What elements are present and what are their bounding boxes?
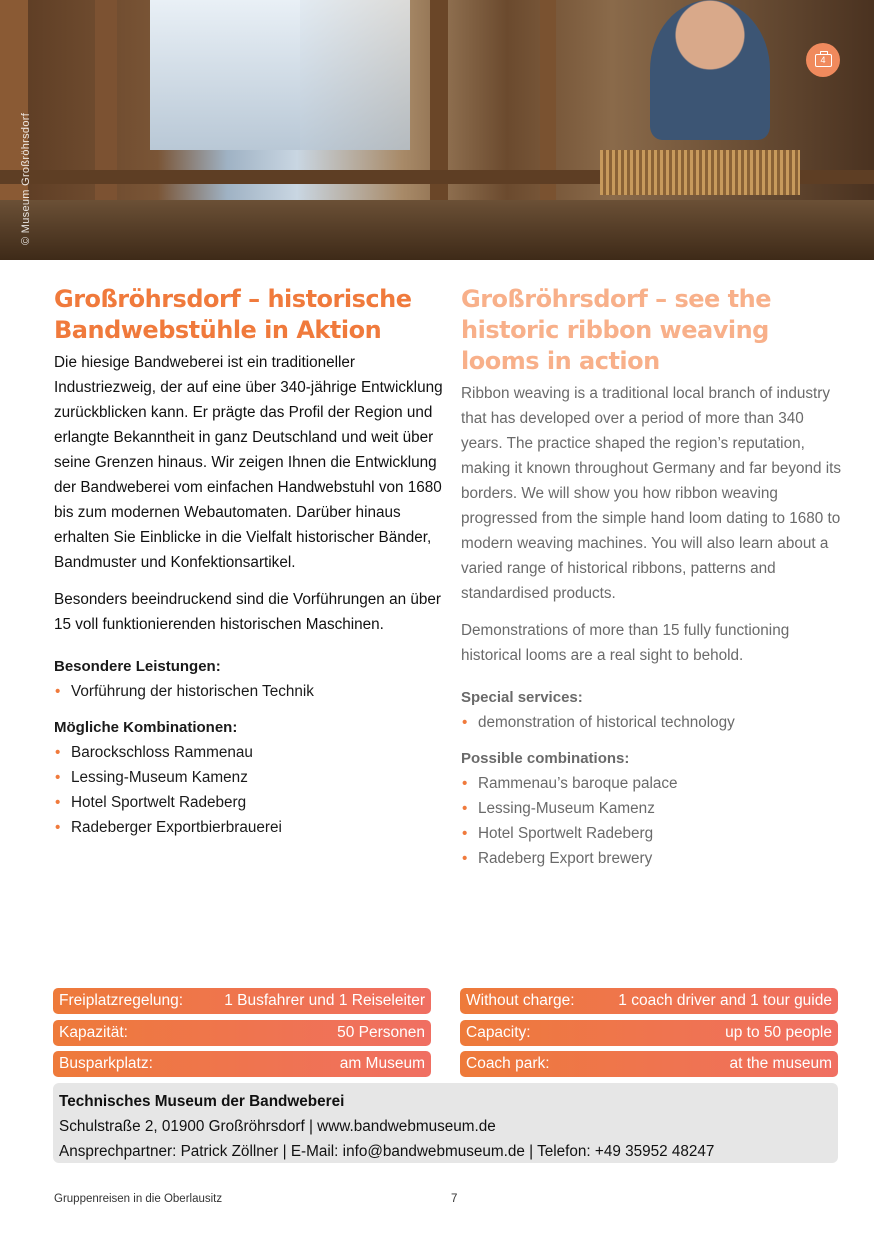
info-value: at the museum	[729, 1055, 832, 1072]
info-value: am Museum	[339, 1055, 425, 1072]
page-number: 7	[451, 1193, 458, 1205]
german-paragraph-2: Besonders beeindruckend sind die Vorführungen an über 15 voll funktionierenden historischen Maschinen.	[54, 591, 441, 633]
suitcase-icon	[815, 54, 832, 67]
hero-window	[300, 0, 410, 150]
list-item: • demonstration of historical technology	[461, 710, 846, 735]
list-item: • Lessing-Museum Kamenz	[54, 765, 444, 790]
list-item: • Rammenau’s baroque palace	[461, 771, 846, 796]
hero-window	[150, 0, 300, 150]
english-title: Großröhrsdorf – see the historic ribbon weaving looms in action	[461, 285, 772, 375]
german-combinations-list	[54, 740, 444, 840]
museum-name: Technisches Museum der Bandweberei	[59, 1093, 345, 1110]
hero-ribbon-loom	[600, 150, 800, 195]
english-combinations-list	[461, 771, 846, 871]
list-item: • Radeberger Exportbierbrauerei	[54, 815, 444, 840]
german-column	[54, 284, 444, 840]
german-title: Großröhrsdorf – historische Bandwebstühle in Aktion	[54, 285, 412, 344]
contact-person: Ansprechpartner: Patrick Zöllner | E-Mail: info@bandwebmuseum.de | Telefon: +49 35952 48247	[59, 1143, 715, 1160]
german-combinations-heading: Mögliche Kombinationen:	[54, 719, 238, 736]
info-bar-free-places	[53, 988, 431, 1014]
info-value: 50 Personen	[337, 1023, 425, 1041]
german-services-heading: Besondere Leistungen:	[54, 658, 221, 675]
info-label: Without charge:	[466, 992, 575, 1009]
german-info-bars	[53, 988, 431, 1083]
museum-address: Schulstraße 2, 01900 Großröhrsdorf | www.bandwebmuseum.de	[59, 1118, 496, 1135]
contact-box	[53, 1083, 838, 1163]
hero-photo	[0, 0, 874, 260]
badge-number: 4	[820, 54, 826, 65]
info-label: Freiplatzregelung:	[59, 992, 184, 1009]
info-bar-bus-parking	[53, 1051, 431, 1077]
list-item: • Vorführung der historischen Technik	[54, 679, 444, 704]
info-bar-without-charge	[460, 988, 838, 1014]
english-column	[461, 284, 846, 871]
info-label: Busparkplatz:	[59, 1055, 153, 1072]
info-value: 1 coach driver and 1 tour guide	[618, 992, 832, 1009]
english-combinations-heading: Possible combinations:	[461, 750, 630, 767]
category-badge	[806, 43, 840, 77]
info-label: Coach park:	[466, 1055, 550, 1072]
info-value: up to 50 people	[725, 1023, 832, 1041]
info-label: Kapazität:	[59, 1023, 128, 1041]
german-services-list	[54, 679, 444, 704]
hero-floor	[0, 200, 874, 260]
list-item: • Lessing-Museum Kamenz	[461, 796, 846, 821]
list-item: • Hotel Sportwelt Radeberg	[461, 821, 846, 846]
english-services-list	[461, 710, 846, 735]
info-value: 1 Busfahrer und 1 Reiseleiter	[224, 992, 425, 1009]
german-paragraph-1: Die hiesige Bandweberei ist ein traditioneller Industriezweig, der auf eine über 340-jährige Entwicklung zurückblicken kann. Er prägte das Profil der Region und erlangte Bekanntheit in ganz Deutschland und weit über seine Grenzen hinaus. Wir zeigen Ihnen die Entwicklung der Bandweberei vom einfachen Handwebstuhl von 1680 bis zum modernen Webautomaten. Darüber hinaus erhalten Sie Einblicke in die Vielfalt historischer Bänder, Bandmuster und Konfektionsartikel.	[54, 354, 443, 571]
list-item: • Radeberg Export brewery	[461, 846, 846, 871]
english-paragraph-1: Ribbon weaving is a traditional local branch of industry that has developed over a period of more than 340 years. The practice shaped the region’s reputation, making it known throughout Germany and far beyond its borders. We will show you how ribbon weaving progressed from the simple hand loom dating to 1680 to modern weaving machines. You will also learn about a varied range of historical ribbons, patterns and standardised products.	[461, 385, 842, 602]
photo-credit: © Museum Großröhrsdorf	[20, 112, 32, 245]
english-info-bars	[460, 988, 838, 1083]
info-label: Capacity:	[466, 1023, 531, 1041]
english-paragraph-2: Demonstrations of more than 15 fully functioning historical looms are a real sight to behold.	[461, 622, 790, 664]
hero-weaver	[650, 0, 770, 140]
info-bar-capacity	[53, 1020, 431, 1046]
list-item: • Barockschloss Rammenau	[54, 740, 444, 765]
info-bar-coach-park	[460, 1051, 838, 1077]
footer-publication: Gruppenreisen in die Oberlausitz	[54, 1193, 223, 1205]
info-bar-capacity	[460, 1020, 838, 1046]
list-item: • Hotel Sportwelt Radeberg	[54, 790, 444, 815]
english-services-heading: Special services:	[461, 689, 583, 706]
